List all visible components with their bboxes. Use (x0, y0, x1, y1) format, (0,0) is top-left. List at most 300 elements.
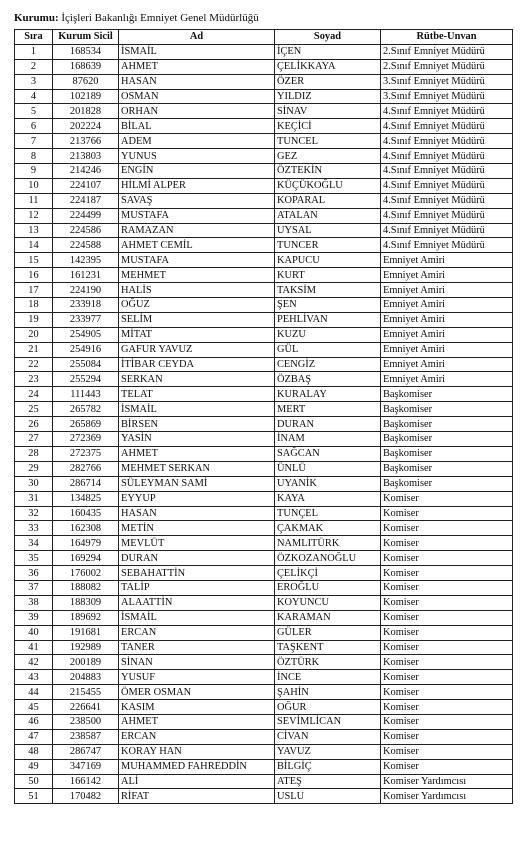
rank-title-cell: Emniyet Amiri (381, 327, 513, 342)
row-number-cell: 43 (15, 670, 53, 685)
last-name-cell: KUZU (275, 327, 381, 342)
row-number-cell: 47 (15, 729, 53, 744)
table-row (15, 521, 513, 536)
table-row (15, 446, 513, 461)
registry-number-cell: 226641 (53, 700, 119, 715)
table-row (15, 506, 513, 521)
last-name-cell: DURAN (275, 417, 381, 432)
registry-number-cell: 224588 (53, 238, 119, 253)
registry-number-cell: 189692 (53, 610, 119, 625)
table-row (15, 164, 513, 179)
row-number-cell: 50 (15, 774, 53, 789)
first-name-cell: AHMET CEMİL (119, 238, 275, 253)
table-row (15, 387, 513, 402)
first-name-cell: ÖMER OSMAN (119, 685, 275, 700)
rank-title-cell: 4.Sınıf Emniyet Müdürü (381, 208, 513, 223)
last-name-cell: NAMLITÜRK (275, 536, 381, 551)
first-name-cell: MUSTAFA (119, 253, 275, 268)
last-name-cell: TUNCEL (275, 134, 381, 149)
first-name-cell: ALİ (119, 774, 275, 789)
institution-heading (14, 12, 259, 24)
last-name-cell: ÜNLÜ (275, 461, 381, 476)
last-name-cell: UYSAL (275, 223, 381, 238)
row-number-cell: 2 (15, 59, 53, 74)
table-row (15, 432, 513, 447)
row-number-cell: 31 (15, 491, 53, 506)
first-name-cell: RAMAZAN (119, 223, 275, 238)
last-name-cell: İÇEN (275, 44, 381, 59)
registry-number-cell: 224499 (53, 208, 119, 223)
row-number-cell: 20 (15, 327, 53, 342)
table-row (15, 44, 513, 59)
table-row (15, 744, 513, 759)
table-row (15, 640, 513, 655)
table-row (15, 357, 513, 372)
last-name-cell: ÖZER (275, 74, 381, 89)
registry-number-cell: 282766 (53, 461, 119, 476)
first-name-cell: ADEM (119, 134, 275, 149)
row-number-cell: 24 (15, 387, 53, 402)
table-header-row (15, 30, 513, 45)
rank-title-cell: Emniyet Amiri (381, 342, 513, 357)
rank-title-cell: Başkomiser (381, 461, 513, 476)
registry-number-cell: 142395 (53, 253, 119, 268)
row-number-cell: 40 (15, 625, 53, 640)
registry-number-cell: 224187 (53, 193, 119, 208)
first-name-cell: YUNUS (119, 149, 275, 164)
registry-number-cell: 200189 (53, 655, 119, 670)
last-name-cell: SAĞCAN (275, 446, 381, 461)
rank-title-cell: Komiser (381, 625, 513, 640)
row-number-cell: 23 (15, 372, 53, 387)
first-name-cell: İSMAİL (119, 402, 275, 417)
first-name-cell: YASİN (119, 432, 275, 447)
row-number-cell: 39 (15, 610, 53, 625)
row-number-cell: 12 (15, 208, 53, 223)
registry-number-cell: 347169 (53, 759, 119, 774)
last-name-cell: KAPUCU (275, 253, 381, 268)
registry-number-cell: 215455 (53, 685, 119, 700)
rank-title-cell: Komiser (381, 566, 513, 581)
last-name-cell: ŞAHİN (275, 685, 381, 700)
registry-number-cell: 233977 (53, 312, 119, 327)
last-name-cell: KURALAY (275, 387, 381, 402)
first-name-cell: BİRSEN (119, 417, 275, 432)
registry-number-cell: 188082 (53, 580, 119, 595)
first-name-cell: TANER (119, 640, 275, 655)
first-name-cell: MUSTAFA (119, 208, 275, 223)
rank-title-cell: Komiser (381, 491, 513, 506)
registry-number-cell: 286714 (53, 476, 119, 491)
rank-title-cell: Komiser (381, 729, 513, 744)
registry-number-cell: 233918 (53, 298, 119, 313)
first-name-cell: SELİM (119, 312, 275, 327)
rank-title-cell: Komiser (381, 536, 513, 551)
table-row (15, 566, 513, 581)
registry-number-cell: 213766 (53, 134, 119, 149)
registry-number-cell: 255084 (53, 357, 119, 372)
table-body (15, 44, 513, 803)
registry-number-cell: 265782 (53, 402, 119, 417)
registry-number-cell: 134825 (53, 491, 119, 506)
row-number-cell: 10 (15, 178, 53, 193)
column-header-kurum-sicil: Kurum Sicil (53, 30, 119, 45)
row-number-cell: 13 (15, 223, 53, 238)
first-name-cell: ENGİN (119, 164, 275, 179)
registry-number-cell: 238500 (53, 714, 119, 729)
rank-title-cell: 4.Sınıf Emniyet Müdürü (381, 193, 513, 208)
first-name-cell: KASIM (119, 700, 275, 715)
first-name-cell: İSMAİL (119, 44, 275, 59)
registry-number-cell: 176002 (53, 566, 119, 581)
registry-number-cell: 168534 (53, 44, 119, 59)
table-row (15, 89, 513, 104)
row-number-cell: 15 (15, 253, 53, 268)
table-row (15, 595, 513, 610)
registry-number-cell: 170482 (53, 789, 119, 804)
table-row (15, 119, 513, 134)
registry-number-cell: 224190 (53, 283, 119, 298)
rank-title-cell: Komiser (381, 580, 513, 595)
rank-title-cell: 2.Sınıf Emniyet Müdürü (381, 59, 513, 74)
first-name-cell: HALİS (119, 283, 275, 298)
column-header-sira: Sıra (15, 30, 53, 45)
last-name-cell: ÖZKOZANOĞLU (275, 551, 381, 566)
registry-number-cell: 111443 (53, 387, 119, 402)
rank-title-cell: Komiser (381, 640, 513, 655)
registry-number-cell: 214246 (53, 164, 119, 179)
table-row (15, 104, 513, 119)
first-name-cell: TELAT (119, 387, 275, 402)
registry-number-cell: 169294 (53, 551, 119, 566)
rank-title-cell: Emniyet Amiri (381, 253, 513, 268)
row-number-cell: 22 (15, 357, 53, 372)
first-name-cell: MEHMET SERKAN (119, 461, 275, 476)
table-row (15, 476, 513, 491)
row-number-cell: 49 (15, 759, 53, 774)
rank-title-cell: Komiser (381, 595, 513, 610)
last-name-cell: ÖZTÜRK (275, 655, 381, 670)
table-row (15, 74, 513, 89)
first-name-cell: DURAN (119, 551, 275, 566)
row-number-cell: 17 (15, 283, 53, 298)
rank-title-cell: 4.Sınıf Emniyet Müdürü (381, 149, 513, 164)
table-row (15, 253, 513, 268)
table-row (15, 298, 513, 313)
last-name-cell: YAVUZ (275, 744, 381, 759)
table-row (15, 372, 513, 387)
rank-title-cell: Başkomiser (381, 402, 513, 417)
first-name-cell: ORHAN (119, 104, 275, 119)
registry-number-cell: 286747 (53, 744, 119, 759)
rank-title-cell: Komiser (381, 506, 513, 521)
table-row (15, 59, 513, 74)
registry-number-cell: 255294 (53, 372, 119, 387)
registry-number-cell: 192989 (53, 640, 119, 655)
last-name-cell: TAKSİM (275, 283, 381, 298)
registry-number-cell: 162308 (53, 521, 119, 536)
last-name-cell: EROĞLU (275, 580, 381, 595)
registry-number-cell: 238587 (53, 729, 119, 744)
last-name-cell: ŞEN (275, 298, 381, 313)
table-row (15, 551, 513, 566)
rank-title-cell: Komiser Yardımcısı (381, 789, 513, 804)
rank-title-cell: Emniyet Amiri (381, 268, 513, 283)
first-name-cell: İSMAİL (119, 610, 275, 625)
column-header-rutbe-unvan: Rütbe-Unvan (381, 30, 513, 45)
table-row (15, 729, 513, 744)
last-name-cell: İNCE (275, 670, 381, 685)
row-number-cell: 35 (15, 551, 53, 566)
row-number-cell: 34 (15, 536, 53, 551)
row-number-cell: 25 (15, 402, 53, 417)
row-number-cell: 42 (15, 655, 53, 670)
last-name-cell: BİLGİÇ (275, 759, 381, 774)
first-name-cell: MEVLÜT (119, 536, 275, 551)
last-name-cell: PEHLİVAN (275, 312, 381, 327)
last-name-cell: OĞUR (275, 700, 381, 715)
rank-title-cell: Emniyet Amiri (381, 372, 513, 387)
column-header-soyad: Soyad (275, 30, 381, 45)
first-name-cell: İTİBAR CEYDA (119, 357, 275, 372)
registry-number-cell: 102189 (53, 89, 119, 104)
table-row (15, 193, 513, 208)
first-name-cell: METİN (119, 521, 275, 536)
registry-number-cell: 87620 (53, 74, 119, 89)
first-name-cell: AHMET (119, 59, 275, 74)
first-name-cell: ERCAN (119, 625, 275, 640)
last-name-cell: KURT (275, 268, 381, 283)
row-number-cell: 14 (15, 238, 53, 253)
row-number-cell: 33 (15, 521, 53, 536)
last-name-cell: USLU (275, 789, 381, 804)
column-header-ad: Ad (119, 30, 275, 45)
first-name-cell: MİTAT (119, 327, 275, 342)
rank-title-cell: 4.Sınıf Emniyet Müdürü (381, 178, 513, 193)
rank-title-cell: 4.Sınıf Emniyet Müdürü (381, 164, 513, 179)
first-name-cell: OĞUZ (119, 298, 275, 313)
registry-number-cell: 254916 (53, 342, 119, 357)
table-row (15, 208, 513, 223)
last-name-cell: ÇELİKKAYA (275, 59, 381, 74)
last-name-cell: ÇELİKÇİ (275, 566, 381, 581)
first-name-cell: HASAN (119, 74, 275, 89)
rank-title-cell: 3.Sınıf Emniyet Müdürü (381, 89, 513, 104)
last-name-cell: TUNCER (275, 238, 381, 253)
registry-number-cell: 265869 (53, 417, 119, 432)
last-name-cell: CENGİZ (275, 357, 381, 372)
rank-title-cell: 3.Sınıf Emniyet Müdürü (381, 74, 513, 89)
registry-number-cell: 224586 (53, 223, 119, 238)
registry-number-cell: 254905 (53, 327, 119, 342)
first-name-cell: HASAN (119, 506, 275, 521)
first-name-cell: MUHAMMED FAHREDDİN (119, 759, 275, 774)
registry-number-cell: 204883 (53, 670, 119, 685)
table-row (15, 774, 513, 789)
last-name-cell: ÖZTEKİN (275, 164, 381, 179)
table-row (15, 625, 513, 640)
last-name-cell: ÇAKMAK (275, 521, 381, 536)
first-name-cell: SERKAN (119, 372, 275, 387)
first-name-cell: AHMET (119, 446, 275, 461)
rank-title-cell: Komiser (381, 700, 513, 715)
rank-title-cell: Emniyet Amiri (381, 312, 513, 327)
rank-title-cell: Komiser (381, 655, 513, 670)
row-number-cell: 19 (15, 312, 53, 327)
rank-title-cell: Başkomiser (381, 476, 513, 491)
last-name-cell: ÖZBAŞ (275, 372, 381, 387)
rank-title-cell: Komiser (381, 670, 513, 685)
row-number-cell: 29 (15, 461, 53, 476)
table-row (15, 402, 513, 417)
last-name-cell: İNAM (275, 432, 381, 447)
registry-number-cell: 188309 (53, 595, 119, 610)
row-number-cell: 3 (15, 74, 53, 89)
rank-title-cell: 2.Sınıf Emniyet Müdürü (381, 44, 513, 59)
row-number-cell: 26 (15, 417, 53, 432)
registry-number-cell: 213803 (53, 149, 119, 164)
row-number-cell: 4 (15, 89, 53, 104)
registry-number-cell: 164979 (53, 536, 119, 551)
first-name-cell: SEBAHATTİN (119, 566, 275, 581)
row-number-cell: 38 (15, 595, 53, 610)
table-row (15, 491, 513, 506)
rank-title-cell: Emniyet Amiri (381, 283, 513, 298)
row-number-cell: 27 (15, 432, 53, 447)
registry-number-cell: 202224 (53, 119, 119, 134)
table-row (15, 670, 513, 685)
first-name-cell: HİLMİ ALPER (119, 178, 275, 193)
table-row (15, 714, 513, 729)
row-number-cell: 36 (15, 566, 53, 581)
rank-title-cell: Komiser Yardımcısı (381, 774, 513, 789)
registry-number-cell: 201828 (53, 104, 119, 119)
row-number-cell: 9 (15, 164, 53, 179)
rank-title-cell: Başkomiser (381, 417, 513, 432)
first-name-cell: SAVAŞ (119, 193, 275, 208)
row-number-cell: 45 (15, 700, 53, 715)
table-row (15, 655, 513, 670)
table-row (15, 327, 513, 342)
row-number-cell: 21 (15, 342, 53, 357)
row-number-cell: 51 (15, 789, 53, 804)
last-name-cell: GEZ (275, 149, 381, 164)
row-number-cell: 41 (15, 640, 53, 655)
row-number-cell: 5 (15, 104, 53, 119)
registry-number-cell: 168639 (53, 59, 119, 74)
row-number-cell: 16 (15, 268, 53, 283)
rank-title-cell: 4.Sınıf Emniyet Müdürü (381, 238, 513, 253)
rank-title-cell: Komiser (381, 714, 513, 729)
registry-number-cell: 166142 (53, 774, 119, 789)
table-row (15, 610, 513, 625)
table-row (15, 268, 513, 283)
last-name-cell: TAŞKENT (275, 640, 381, 655)
first-name-cell: TALİP (119, 580, 275, 595)
last-name-cell: KOYUNCU (275, 595, 381, 610)
rank-title-cell: Başkomiser (381, 432, 513, 447)
rank-title-cell: Komiser (381, 521, 513, 536)
table-row (15, 223, 513, 238)
last-name-cell: KOPARAL (275, 193, 381, 208)
row-number-cell: 1 (15, 44, 53, 59)
row-number-cell: 44 (15, 685, 53, 700)
row-number-cell: 48 (15, 744, 53, 759)
row-number-cell: 6 (15, 119, 53, 134)
last-name-cell: UYANİK (275, 476, 381, 491)
row-number-cell: 11 (15, 193, 53, 208)
last-name-cell: ATALAN (275, 208, 381, 223)
institution-name: İçişleri Bakanlığı Emniyet Genel Müdürlüğü (61, 12, 259, 24)
registry-number-cell: 272375 (53, 446, 119, 461)
rank-title-cell: Komiser (381, 551, 513, 566)
registry-number-cell: 191681 (53, 625, 119, 640)
last-name-cell: MERT (275, 402, 381, 417)
registry-number-cell: 160435 (53, 506, 119, 521)
rank-title-cell: Emniyet Amiri (381, 357, 513, 372)
rank-title-cell: 4.Sınıf Emniyet Müdürü (381, 104, 513, 119)
rank-title-cell: Emniyet Amiri (381, 298, 513, 313)
table-row (15, 461, 513, 476)
last-name-cell: ATEŞ (275, 774, 381, 789)
last-name-cell: CİVAN (275, 729, 381, 744)
table-row (15, 149, 513, 164)
table-row (15, 417, 513, 432)
table-row (15, 685, 513, 700)
rank-title-cell: 4.Sınıf Emniyet Müdürü (381, 134, 513, 149)
table-row (15, 759, 513, 774)
first-name-cell: AHMET (119, 714, 275, 729)
last-name-cell: YILDIZ (275, 89, 381, 104)
last-name-cell: KAYA (275, 491, 381, 506)
first-name-cell: BİLAL (119, 119, 275, 134)
first-name-cell: EYYUP (119, 491, 275, 506)
table-row (15, 580, 513, 595)
personnel-table (14, 29, 513, 804)
last-name-cell: KARAMAN (275, 610, 381, 625)
first-name-cell: ALAATTİN (119, 595, 275, 610)
row-number-cell: 32 (15, 506, 53, 521)
registry-number-cell: 224107 (53, 178, 119, 193)
table-row (15, 178, 513, 193)
last-name-cell: GÜL (275, 342, 381, 357)
rank-title-cell: Komiser (381, 685, 513, 700)
table-row (15, 312, 513, 327)
first-name-cell: RİFAT (119, 789, 275, 804)
rank-title-cell: 4.Sınıf Emniyet Müdürü (381, 119, 513, 134)
rank-title-cell: Komiser (381, 759, 513, 774)
last-name-cell: TUNÇEL (275, 506, 381, 521)
first-name-cell: KORAY HAN (119, 744, 275, 759)
table-row (15, 134, 513, 149)
row-number-cell: 30 (15, 476, 53, 491)
first-name-cell: OSMAN (119, 89, 275, 104)
row-number-cell: 8 (15, 149, 53, 164)
rank-title-cell: Başkomiser (381, 446, 513, 461)
row-number-cell: 28 (15, 446, 53, 461)
row-number-cell: 18 (15, 298, 53, 313)
last-name-cell: KEÇİCİ (275, 119, 381, 134)
registry-number-cell: 161231 (53, 268, 119, 283)
row-number-cell: 7 (15, 134, 53, 149)
first-name-cell: MEHMET (119, 268, 275, 283)
table-row (15, 700, 513, 715)
registry-number-cell: 272369 (53, 432, 119, 447)
first-name-cell: SÜLEYMAN SAMİ (119, 476, 275, 491)
first-name-cell: GAFUR YAVUZ (119, 342, 275, 357)
rank-title-cell: Başkomiser (381, 387, 513, 402)
first-name-cell: YUSUF (119, 670, 275, 685)
